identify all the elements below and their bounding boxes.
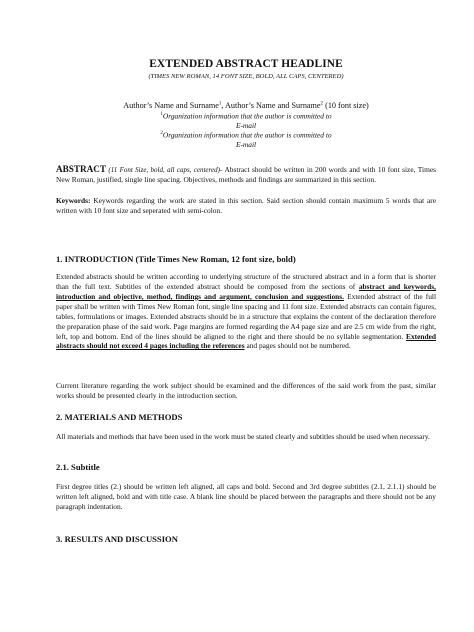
affiliation-2-email: E-mail — [235, 139, 257, 149]
results-heading: 3. RESULTS AND DISCUSSION — [56, 534, 178, 544]
keywords-paragraph — [56, 196, 436, 216]
abstract-paragraph — [56, 163, 436, 185]
affiliation-1-sup: 1 — [160, 112, 163, 118]
abstract-format-note: (11 Font Size, bold, all caps, centered) — [106, 165, 220, 174]
subtitle-heading: 2.1. Subtitle — [56, 462, 100, 472]
author-1-name: Author’s Name and Surname — [123, 101, 219, 110]
keywords-text: Keywords regarding the work are stated in this section. Said section should contain maximum 5 words that are written with 10 font size and seperated with semi-colon. — [56, 195, 436, 215]
intro-underlined-sections: abstract and keywords, introduction and objective, method, findings and argument, conclusion and suggestions. — [56, 281, 436, 301]
affiliation-2-org: Organization information that the author is committed to — [162, 130, 332, 140]
author-1-sup: 1 — [218, 101, 222, 107]
intro-text-a: Extended abstracts should be written according to underlying structure of the structured abstract and in a form that is shorter than the full text. Subtitles of the extended abstract should be composed from the sections of — [56, 272, 436, 291]
author-2-sup: 2 — [320, 101, 324, 107]
affiliation-1-org: Organization information that the author is committed to — [162, 111, 332, 121]
methods-paragraph: All materials and methods that have been used in the work must be stated clearly and subtitles should be used when necessary. — [56, 432, 430, 441]
author-format-note: (10 font size) — [323, 101, 369, 110]
methods-heading: 2. MATERIALS AND METHODS — [56, 412, 183, 422]
keywords-heading: Keywords: — [56, 195, 91, 205]
introduction-paragraph-1 — [56, 272, 436, 351]
introduction-paragraph-2: Current literature regarding the work subject should be examined and the differences of the said work from the past, similar works should be presented clearly in the introduction section. — [56, 381, 436, 400]
intro-text-b: Extended abstract of the full paper shall be written with Times New Roman font, single line spacing and 11 font size. Extended abstracts can contain figures, tables, formulations or images. Extended abstracts should be in a structure that explains the content of the declaration therefore the preparation phase of the said work. Page margins are formed regarding the A4 page size and are 2.5 cm wide from the right, left, top and bottom. End of the lines should be aligned to the right and there should be no syllable segmentation. — [56, 291, 436, 341]
title-format-note: (TIMES NEW ROMAN, 14 FONT SIZE, BOLD, ALL CAPS, CENTERED) — [148, 73, 344, 80]
introduction-heading: 1. INTRODUCTION (Title Times New Roman, 12 font size, bold) — [56, 254, 296, 264]
author-2-name: , Author’s Name and Surname — [221, 101, 321, 110]
affiliation-1-email: E-mail — [235, 120, 257, 130]
affiliation-1 — [56, 112, 436, 130]
intro-underlined-page-limit: Extended abstracts should not exceed 4 pages including the references — [56, 331, 436, 351]
abstract-text: - Abstract should be written in 200 words and with 10 font size, Times New Roman, justified, single line spacing. Objectives, methods and findings are summarized in this section. — [56, 164, 436, 185]
author-line — [56, 101, 436, 111]
page-title: EXTENDED ABSTRACT HEADLINE — [149, 58, 343, 70]
intro-text-c: and pages should not be numbered. — [244, 341, 351, 351]
affiliation-2 — [56, 131, 436, 149]
subtitle-paragraph: First degree titles (2.) should be written left aligned, all caps and bold. Second and 3rd degree subtitles (2.1, 2.1.1) should be written left aligned, bold and with title case. A blank line should be placed between the paragraphs and there should not be any paragraph indentation. — [56, 482, 436, 511]
affiliation-2-sup: 2 — [160, 131, 163, 137]
abstract-heading: ABSTRACT — [56, 163, 107, 174]
